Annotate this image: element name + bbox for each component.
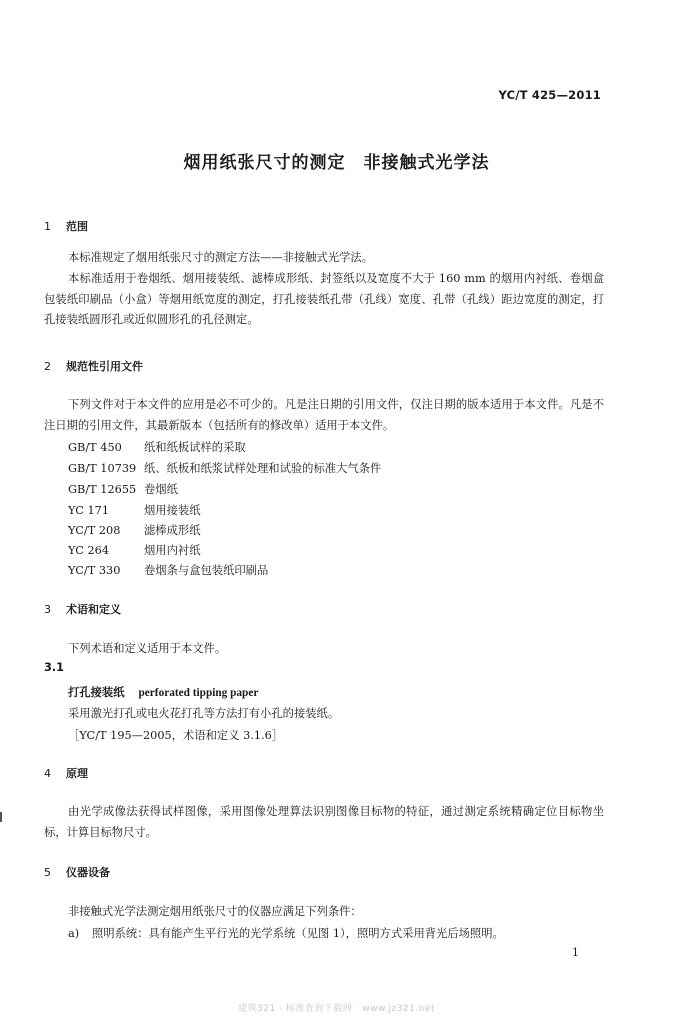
list-item-label: a) — [68, 927, 80, 940]
section-5-para-1: 非接触式光学法测定烟用纸张尺寸的仪器应满足下列条件： — [68, 905, 362, 918]
reference-item: GB/T 10739 纸、纸板和纸浆试样处理和试验的标准大气条件 — [68, 462, 382, 475]
reference-item: YC/T 208 滤棒成形纸 — [68, 524, 201, 537]
term-english: perforated tipping paper — [138, 687, 259, 699]
list-item-a — [68, 925, 504, 941]
section-1-heading: 1 范围 — [44, 220, 88, 233]
title-method: 非接触式光学法 — [363, 153, 490, 173]
clause-3-1-number: 3.1 — [44, 661, 65, 674]
term-definition: 采用激光打孔或电火花打孔等方法打有小孔的接装纸。 — [68, 707, 340, 720]
term-chinese: 打孔接装纸 — [68, 685, 125, 699]
reference-item: GB/T 12655 卷烟纸 — [68, 483, 178, 496]
section-4-heading: 4 原理 — [44, 767, 88, 780]
document-title — [0, 148, 673, 173]
reference-item: YC 171 烟用接装纸 — [68, 504, 201, 517]
term-source: ［YC/T 195—2005，术语和定义 3.1.6］ — [68, 729, 284, 742]
page-number: 1 — [572, 946, 579, 959]
section-3-heading: 3 术语和定义 — [44, 603, 121, 616]
reference-item: GB/T 450 纸和纸板试样的采取 — [68, 441, 246, 454]
standard-code: YC/T 425—2011 — [498, 88, 601, 102]
title-main: 烟用纸张尺寸的测定 — [183, 153, 346, 173]
reference-item: YC/T 330 卷烟条与盒包装纸印刷品 — [68, 564, 269, 577]
section-5-heading: 5 仪器设备 — [44, 866, 110, 879]
section-1-para-1: 本标准规定了烟用纸张尺寸的测定方法——非接触式光学法。 — [68, 251, 374, 264]
term-entry — [68, 684, 258, 700]
watermark: 建筑321 · 标准查询下载网 · www.jz321.net — [238, 1004, 435, 1014]
section-2-para-1: 下列文件对于本文件的应用是必不可少的。凡是注日期的引用文件，仅注日期的版本适用于本文件。凡是不注日期的引用文件，其最新版本（包括所有的修改单）适用于本文件。 — [44, 398, 604, 432]
reference-item: YC 264 烟用内衬纸 — [68, 544, 201, 557]
scan-edge-mark — [0, 812, 2, 822]
section-2-heading: 2 规范性引用文件 — [44, 360, 143, 373]
list-item-text: 照明系统：具有能产生平行光的光学系统（见图 1），照明方式采用背光后场照明。 — [92, 927, 504, 940]
section-4-para-1: 由光学成像法获得试样图像，采用图像处理算法识别图像目标物的特征，通过测定系统精确定位目标物坐标，计算目标物尺寸。 — [44, 805, 604, 839]
section-1-para-2: 本标准适用于卷烟纸、烟用接装纸、滤棒成形纸、封签纸以及宽度不大于 160 mm 的烟用内衬纸、卷烟盒包装纸印刷品（小盒）等烟用纸宽度的测定，打孔接装纸孔带（孔线）宽度、孔带（孔线）距边宽度的测定，打孔接装纸圆形孔或近似圆形孔的孔径测定。 — [44, 272, 604, 326]
section-3-para-1: 下列术语和定义适用于本文件。 — [68, 642, 227, 655]
